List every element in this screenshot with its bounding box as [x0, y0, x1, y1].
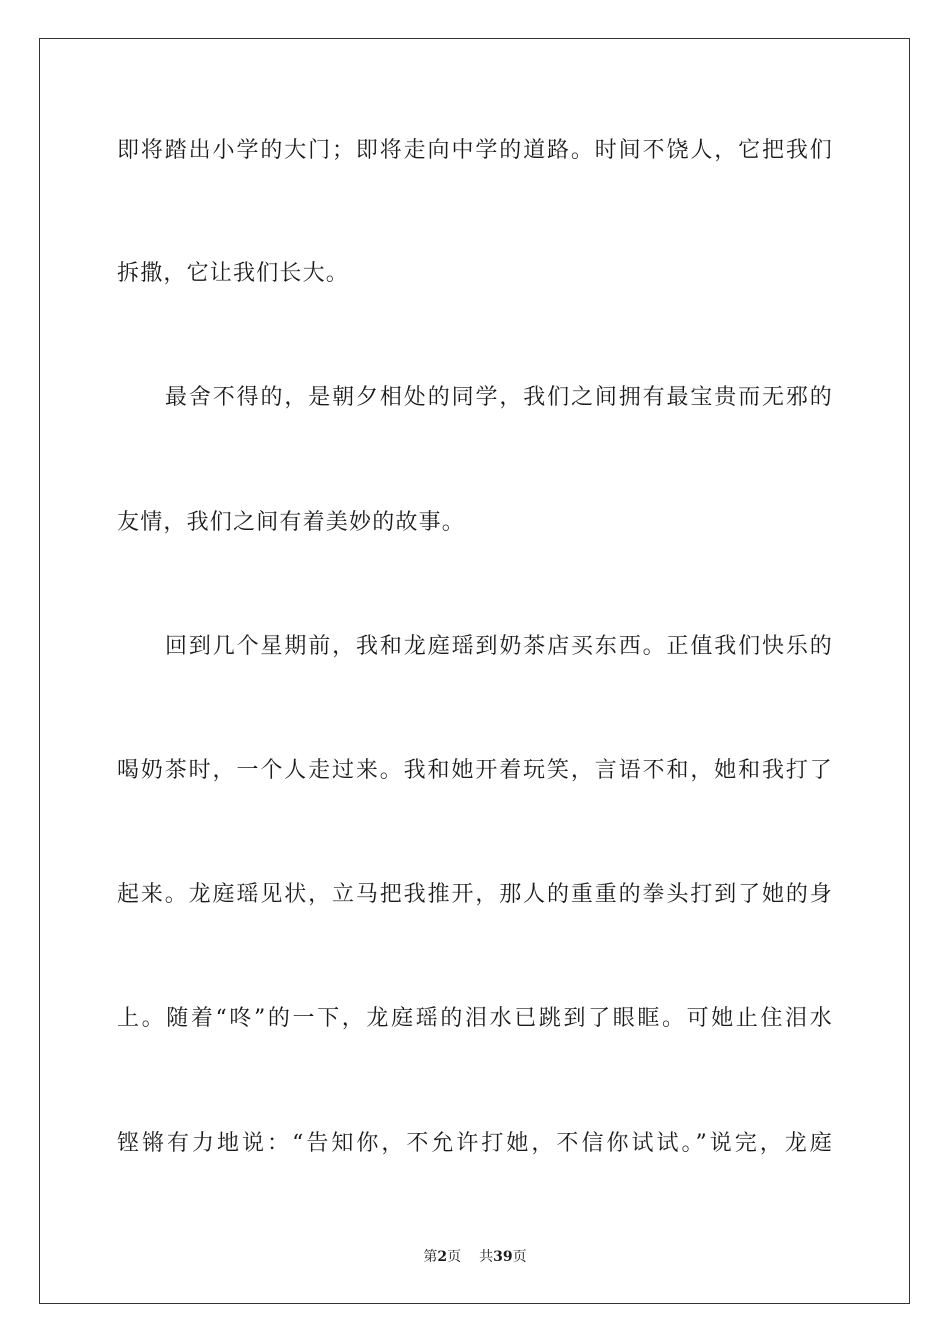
text-line-7: 起来。龙庭瑶见状，立马把我推开，那人的重重的拳头打到了她的身 [117, 882, 833, 907]
text-line-8: 上。随着“咚”的一下，龙庭瑶的泪水已跳到了眼眶。可她止住泪水 [117, 1006, 833, 1031]
page-suffix: 页 [447, 1249, 462, 1265]
page-number: 2 [437, 1249, 448, 1265]
text-line-2: 拆撒，它让我们长大。 [117, 261, 350, 286]
total-prefix: 共 [479, 1249, 494, 1265]
text-line-1: 即将踏出小学的大门；即将走向中学的道路。时间不饶人，它把我们 [117, 138, 833, 163]
total-pages: 39 [493, 1249, 513, 1265]
text-line-5: 回到几个星期前，我和龙庭瑶到奶茶店买东西。正值我们快乐的 [165, 634, 833, 659]
page-footer [0, 1247, 950, 1267]
text-line-4: 友情，我们之间有着美妙的故事。 [117, 510, 466, 535]
text-line-3: 最舍不得的，是朝夕相处的同学，我们之间拥有最宝贵而无邪的 [165, 385, 833, 410]
text-line-9: 铿锵有力地说：“告知你，不允许打她，不信你试试。”说完，龙庭 [117, 1131, 833, 1156]
page-border [39, 38, 910, 1304]
page-prefix: 第 [423, 1249, 438, 1265]
text-line-6: 喝奶茶时，一个人走过来。我和她开着玩笑，言语不和，她和我打了 [117, 758, 833, 783]
total-suffix: 页 [512, 1249, 527, 1265]
